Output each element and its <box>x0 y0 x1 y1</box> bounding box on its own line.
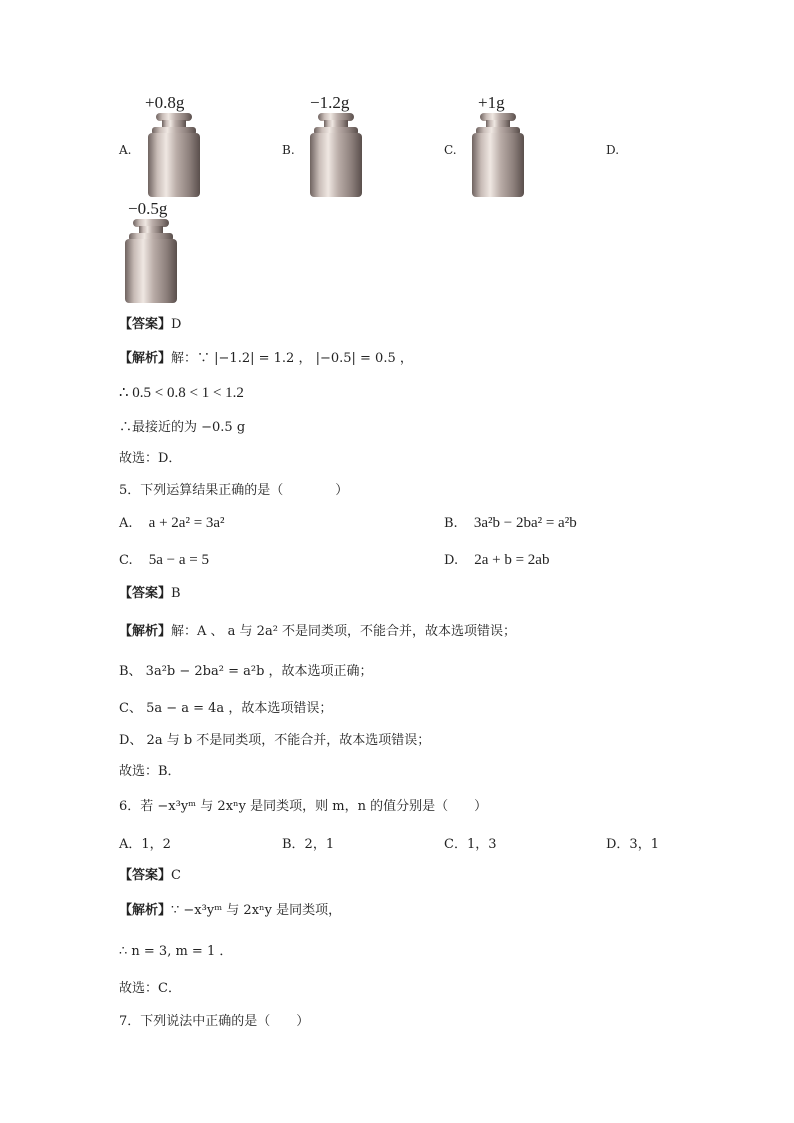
q7-stem: 7．下列说法中正确的是（ ） <box>119 1014 310 1029</box>
option-letter: B. <box>282 143 295 157</box>
weight-label: −0.5g <box>128 199 168 218</box>
analysis-tag: 【解析】 <box>119 903 172 918</box>
option-letter: D. <box>606 143 620 157</box>
q4-analysis-line-4: 故选：D． <box>119 451 182 466</box>
analysis-tag: 【解析】 <box>119 624 172 639</box>
q5-answer <box>119 582 181 601</box>
analysis-tag: 【解析】 <box>119 351 172 366</box>
option-letter: D. <box>444 553 459 568</box>
weight-image <box>310 113 380 197</box>
q4-analysis-line-2: ∴ 0.5 < 0.8 < 1 < 1.2 <box>119 385 244 401</box>
q5-option-a <box>119 515 225 532</box>
q6-analysis-line-3: 故选：C． <box>119 981 181 996</box>
q5-analysis-line-5: 故选：B． <box>119 764 181 779</box>
q5-analysis-line-4: D、 2a 与 b 不是同类项，不能合并，故本选项错误； <box>119 733 431 748</box>
weight-label: +1g <box>478 93 505 112</box>
q5-analysis-line-1 <box>119 620 516 639</box>
q4-analysis-line-3: ∴最接近的为 −0.5 g <box>119 420 246 435</box>
option-letter: C. <box>119 553 133 568</box>
q5-analysis-line-3: C、 5a − a = 4a ，故本选项错误； <box>119 701 333 716</box>
q4-analysis-line-1 <box>119 347 413 366</box>
answer-tag: 【答案】 <box>119 868 172 883</box>
answer-value: D <box>171 317 182 332</box>
weight-image <box>472 113 542 197</box>
weight-image <box>125 219 195 303</box>
q6-analysis-line-1 <box>119 899 341 918</box>
option-letter: A. <box>119 516 133 531</box>
q6-option-a: A．1，2 <box>119 837 171 852</box>
answer-tag: 【答案】 <box>119 317 172 332</box>
analysis-text: ∵ −x³yᵐ 与 2xⁿy 是同类项， <box>171 903 342 918</box>
q6-analysis-line-2: ∴ n = 3, m = 1 ． <box>119 944 233 959</box>
option-letter: C. <box>444 143 457 157</box>
analysis-text: 解：∵ |−1.2| = 1.2 ， |−0.5| = 0.5 ， <box>171 351 413 366</box>
q6-option-c: C．1，3 <box>444 837 497 852</box>
q6-option-d: D．3，1 <box>606 837 659 852</box>
q5-option-d <box>444 552 549 569</box>
answer-tag: 【答案】 <box>119 586 172 601</box>
q6-option-b: B．2，1 <box>282 837 335 852</box>
weight-image <box>148 113 218 197</box>
answer-value: C <box>171 868 181 883</box>
weight-label: −1.2g <box>310 93 350 112</box>
option-text: 3a²b − 2ba² = a²b <box>473 515 577 531</box>
option-letter: A. <box>119 143 132 157</box>
option-text: 2a + b = 2ab <box>474 552 550 568</box>
analysis-text: 解：A 、 a 与 2a² 不是同类项，不能合并，故本选项错误； <box>171 624 517 639</box>
q5-stem: 5．下列运算结果正确的是（ ） <box>119 483 349 498</box>
answer-value: B <box>171 586 181 601</box>
option-text: a + 2a² = 3a² <box>148 515 225 531</box>
option-letter: B. <box>444 516 458 531</box>
q4-answer <box>119 313 181 332</box>
q6-answer <box>119 864 181 883</box>
q5-option-b <box>444 515 577 532</box>
q6-stem: 6．若 −x³yᵐ 与 2xⁿy 是同类项，则 m，n 的值分别是（ ） <box>119 799 488 814</box>
option-text: 5a − a = 5 <box>148 552 209 568</box>
q5-analysis-line-2: B、 3a²b − 2ba² = a²b ，故本选项正确； <box>119 664 373 679</box>
q5-option-c <box>119 552 209 569</box>
weight-label: +0.8g <box>145 93 185 112</box>
